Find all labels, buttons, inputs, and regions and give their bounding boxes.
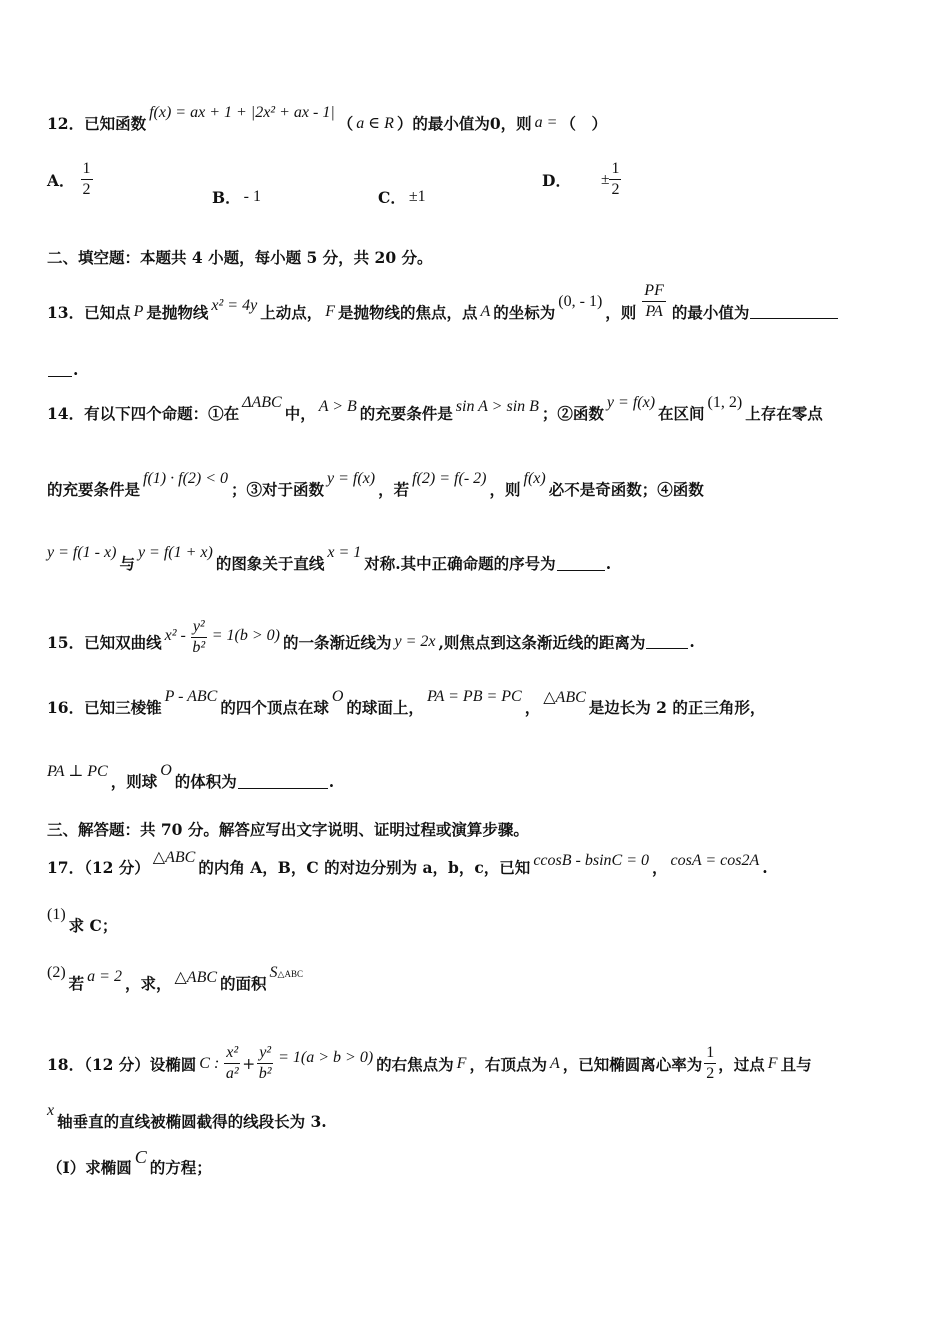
formula: x² = 4y (211, 296, 258, 314)
option-label: C． (378, 188, 406, 207)
question-text: ；③对于函数 (231, 480, 325, 499)
question-text: 有以下四个命题：①在 (84, 404, 240, 423)
formula: △ABC (174, 969, 218, 986)
part-text: （Ⅰ）求椭圆 (47, 1158, 132, 1177)
question-text: ；②函数 (541, 404, 604, 423)
question-text: 在区间 (658, 404, 705, 423)
formula: y = f(1 - x) (47, 544, 117, 561)
period: . (328, 771, 335, 791)
numerator: 1 (611, 160, 620, 177)
plus-sign: + (242, 1054, 256, 1073)
formula: x = 1 (327, 544, 362, 561)
question-number: 15． (47, 632, 85, 652)
formula: A > B (318, 398, 357, 415)
question-number: 14． (47, 404, 85, 423)
question-text: ，过点 (718, 1054, 765, 1074)
formula: f(1) · f(2) < 0 (143, 470, 229, 487)
numerator: x² (226, 1044, 239, 1061)
question-number: 17．（12 分） (47, 858, 150, 877)
formula: F (325, 302, 335, 320)
question-text: 已知函数 (84, 114, 147, 133)
formula: a ∈ R (356, 115, 394, 132)
fraction (257, 1044, 273, 1083)
option-label: A． (47, 170, 75, 190)
question-text: ，已知椭圆离心率为 (562, 1054, 703, 1074)
question-text: 上动点， (260, 302, 323, 322)
option-label: D． (542, 170, 571, 190)
formula: O (160, 762, 172, 779)
formula: △ABC (152, 849, 196, 866)
question-text: 上存在零点 (745, 404, 823, 423)
formula: cosA = cos2A (670, 852, 760, 869)
part-number: (1) (47, 906, 66, 923)
question-text: 轴垂直的直线被椭圆截得的线段长为 3. (57, 1112, 327, 1131)
formula: f(x) = ax + 1 + |2x² + ax - 1| (149, 104, 335, 121)
question-16 (47, 688, 910, 718)
question-text: 的四个顶点在球 (220, 698, 329, 717)
question-text: ， (524, 698, 541, 717)
formula: f(x) (523, 470, 546, 487)
period: . (605, 553, 612, 573)
formula: a = 2 (87, 968, 122, 985)
question-number: 12． (47, 114, 85, 133)
numerator: y² (259, 1044, 272, 1061)
question-text: 对称.其中正确命题的序号为 (364, 554, 556, 573)
question-18-line-2 (47, 1102, 910, 1132)
formula: = 1(a > b > 0) (278, 1048, 374, 1066)
period: . (689, 632, 695, 651)
answer-blank[interactable] (238, 774, 328, 789)
fraction (642, 282, 666, 321)
numerator: PF (644, 282, 664, 299)
formula: PA = PB = PC (426, 688, 522, 705)
formula: x (47, 1102, 55, 1119)
formula: P (133, 302, 144, 320)
question-14-line-3 (47, 544, 910, 574)
answer-blank[interactable] (557, 556, 605, 571)
formula: = 1(b > 0) (211, 626, 280, 644)
question-number: 18．（12 分）设椭圆 (47, 1054, 197, 1074)
question-number: 13． (47, 302, 85, 322)
question-text: 已知双曲线 (84, 632, 162, 652)
question-text: ，则球 (110, 772, 158, 791)
question-text: 的右焦点为 (376, 1054, 454, 1074)
denominator: a² (225, 1065, 239, 1082)
numerator: 1 (706, 1044, 715, 1061)
formula: C : (199, 1054, 220, 1072)
question-number: 16． (47, 698, 85, 717)
area-symbol: S (269, 964, 278, 981)
numerator: 1 (82, 160, 91, 177)
question-text: 是边长为 2 的正三角形， (588, 698, 766, 717)
formula: P - ABC (164, 688, 218, 705)
question-text: ，则 (489, 480, 521, 499)
question-text: 是抛物线 (146, 302, 209, 322)
question-text: 的体积为 (174, 772, 237, 791)
formula: ccosB - bsinC = 0 (533, 852, 649, 869)
formula (270, 964, 303, 982)
denominator: PA (645, 303, 663, 320)
question-text: 的图象关于直线 (215, 554, 325, 573)
formula: x² - (164, 626, 186, 644)
question-18 (47, 1044, 910, 1083)
section-heading-solutions: 三、解答题：共 70 分。解答应写出文字说明、证明过程或演算步骤。 (47, 820, 529, 839)
formula: y = f(x) (327, 470, 376, 487)
period: . (762, 857, 768, 877)
question-text: 与 (119, 554, 135, 573)
question-14-line-2 (47, 470, 910, 500)
question-text: 的球面上， (346, 698, 424, 717)
formula: sin A > sin B (455, 398, 539, 415)
question-13 (47, 282, 910, 331)
option-value: - 1 (243, 188, 261, 205)
formula: A (480, 302, 491, 320)
formula: f(2) = f(- 2) (412, 470, 487, 487)
denominator: 2 (82, 181, 91, 198)
question-17 (47, 849, 910, 878)
question-text: 的最小值为 (671, 302, 750, 322)
fraction (191, 618, 207, 657)
question-text: （ ） (560, 114, 607, 133)
option-b[interactable] (212, 186, 264, 208)
question-text: 必不是奇函数；④函数 (548, 480, 704, 499)
option-value: ±1 (408, 188, 426, 205)
question-text: （ (337, 114, 354, 133)
question-text: ,则焦点到这条渐近线的距离为 (438, 632, 646, 652)
denominator: b² (192, 639, 206, 656)
question-text: 是抛物线的焦点，点 (337, 302, 478, 322)
question-13-continuation (47, 360, 910, 379)
answer-blank[interactable] (750, 304, 838, 319)
part-text: 的面积 (220, 974, 267, 993)
option-d[interactable] (542, 160, 627, 199)
question-text: 的内角 A，B，C 的对边分别为 a，b，c，已知 (198, 858, 531, 877)
formula: y = f(1 + x) (137, 544, 213, 561)
question-18-part-1 (47, 1146, 910, 1178)
fraction (704, 1044, 716, 1083)
plus-minus: ± (600, 170, 610, 188)
answer-blank[interactable] (646, 634, 688, 649)
question-text: ，则 (605, 302, 637, 322)
formula: y = f(x) (606, 394, 656, 411)
answer-blank-end[interactable] (48, 362, 72, 377)
formula: ΔABC (242, 394, 282, 411)
formula: F (456, 1054, 467, 1072)
question-text: 中， (284, 404, 316, 423)
area-subscript: △ABC (277, 969, 303, 979)
denominator: b² (258, 1065, 272, 1082)
question-12 (47, 104, 910, 134)
question-text: 已知点 (84, 302, 131, 322)
fraction (81, 160, 93, 199)
question-text: 已知三棱锥 (84, 698, 162, 717)
formula: y = 2x (394, 632, 436, 650)
formula: a = (534, 114, 558, 131)
formula: (0, - 1) (558, 292, 603, 310)
option-label: B． (212, 188, 241, 207)
question-17-part-2 (47, 964, 910, 994)
formula: O (331, 688, 344, 705)
period: . (73, 360, 79, 379)
question-17-part-1 (47, 906, 910, 936)
option-c[interactable] (378, 186, 429, 208)
question-text: 的坐标为 (493, 302, 556, 322)
numerator: y² (192, 618, 205, 635)
formula: C (134, 1146, 147, 1167)
part-text: 求 C； (68, 916, 118, 935)
question-text: ）的最小值为0，则 (396, 114, 532, 133)
question-text: ，若 (378, 480, 410, 499)
part-text: ，求， (124, 974, 172, 993)
formula: △ABC (543, 689, 586, 706)
question-text: ， (651, 858, 668, 877)
part-number: (2) (47, 964, 66, 981)
denominator: 2 (611, 181, 620, 198)
fraction (224, 1044, 240, 1083)
part-text: 的方程； (149, 1158, 212, 1177)
question-16-line-2 (47, 762, 910, 792)
question-15 (47, 618, 910, 661)
section-heading-fill-in: 二、填空题：本题共 4 小题，每小题 5 分，共 20 分。 (47, 248, 433, 267)
question-text: 的充要条件是 (47, 480, 141, 499)
option-a[interactable] (47, 160, 99, 199)
question-text: ，右顶点为 (469, 1054, 547, 1074)
question-text: 且与 (780, 1054, 812, 1074)
denominator: 2 (706, 1065, 715, 1082)
formula: F (767, 1054, 778, 1072)
formula: A (549, 1054, 560, 1072)
question-text: 的充要条件是 (359, 404, 453, 423)
fraction (609, 160, 621, 199)
question-14 (47, 394, 910, 424)
formula: (1, 2) (707, 394, 743, 411)
formula: PA ⊥ PC (47, 763, 108, 780)
part-text: 若 (68, 974, 85, 993)
question-text: 的一条渐近线为 (282, 632, 392, 652)
